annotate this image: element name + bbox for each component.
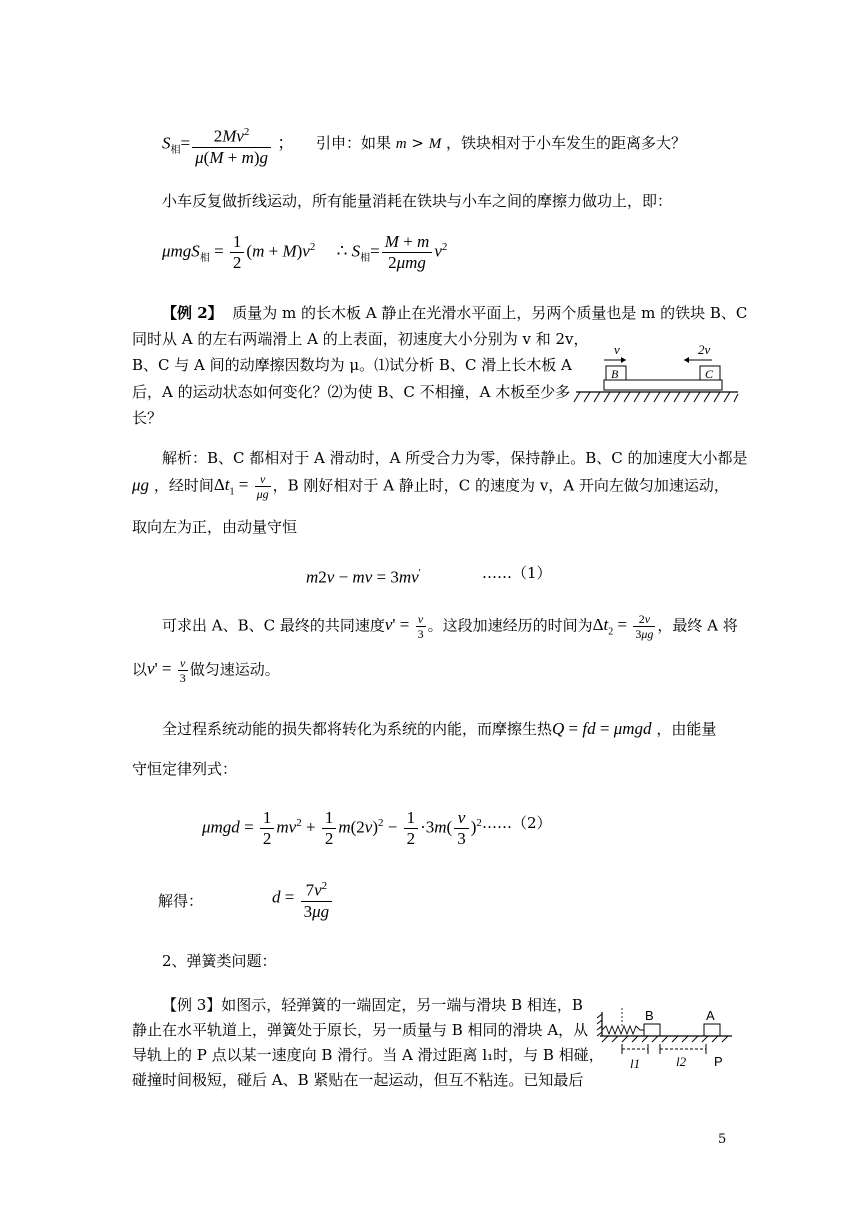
example2-line1: 【例 2】 质量为 m 的长木板 A 静止在光滑水平面上，另两个质量也是 m 的铁块 B、C <box>162 304 748 322</box>
block-a <box>704 1024 720 1036</box>
arrow-left-head <box>684 357 689 363</box>
example3-line4: 碰撞时间极短，碰后 A、B 紧贴在一起运动，但互不粘连。已知最后 <box>132 1071 584 1089</box>
example2-line2: 同时从 A 的左右两端滑上 A 的上表面，初速度大小分别为 v 和 2v， <box>132 330 589 348</box>
example2-line5: 长？ <box>132 409 163 427</box>
spring <box>602 1026 644 1034</box>
equation-energy-loss: μmgd = $\frac{1}{2}$ $mv^2$ + $\frac{1}{2}$ $m(2v)^2$ − $\frac{1}{2}$ ·3m( $\frac{v}{3}$ )$^2$ <box>202 808 482 848</box>
board-a <box>604 380 722 390</box>
fig-v-right: 2v <box>698 342 711 357</box>
spring-track-figure <box>596 1004 740 1076</box>
analysis-line6: 全过程系统动能的损失都将转化为系统的内能，而摩擦生热Q = fd = μmgd ，由能量 <box>162 719 717 738</box>
label-p: P <box>714 1054 723 1069</box>
fig-v-left: v <box>614 342 620 357</box>
block-b-label: B <box>645 1008 654 1023</box>
label-l2: l2 <box>676 1054 687 1069</box>
equation-result: d = $\frac{7v^2}{3\mu g}$ <box>272 876 334 922</box>
equation-tag-2: ……（2） <box>482 814 552 832</box>
block-c-label: C <box>705 367 714 381</box>
example3-line2: 静止在水平轨道上，弹簧处于原长，另一质量与 B 相同的滑块 A，从 <box>132 1021 589 1039</box>
ground-hatch <box>574 392 738 402</box>
analysis-line3: 取向左为正，由动量守恒 <box>132 518 298 536</box>
example2-line3: B、C 与 A 间的动摩擦因数均为 μ。⑴试分析 B、C 滑上长木板 A <box>132 356 572 374</box>
block-b-label: B <box>611 367 619 381</box>
analysis-line7: 守恒定律列式： <box>132 760 238 778</box>
arrow-right-head <box>621 357 626 363</box>
board-blocks-figure <box>572 340 742 406</box>
analysis-line2: μg ，经时间$\Delta t_1$ = $\frac{v}{\mu g}$ ，B 刚好相对于 A 静止时，C 的速度为 v，A 开向左做匀加速运动， <box>132 472 729 501</box>
wall-hatch <box>597 1014 602 1036</box>
equation-tag-1: ……（1） <box>482 564 552 582</box>
block-a-label: A <box>706 1008 715 1023</box>
extension-question: 引申：如果 m > M ，铁块相对于小车发生的距离多大？ <box>316 134 687 152</box>
example3-line3: 导轨上的 P 点以某一速度向 B 滑行。当 A 滑过距离 l₁时，与 B 相碰， <box>132 1046 604 1064</box>
example2-line4: 后，A 的运动状态如何变化？⑵为使 B、C 不相撞，A 木板至少多 <box>132 383 571 401</box>
analysis-line1: 解析：B、C 都相对于 A 滑动时，A 所受合力为零，保持静止。B、C 的加速度大小都是 <box>162 449 748 467</box>
equation-momentum: m2v − mv = 3mv' <box>306 567 421 587</box>
analysis-line4: 可求出 A、B、C 最终的共同速度v' = $\frac{v}{3}$ 。这段加速经历的时间为$\Delta t_2$ = $\frac{2v}{3\mu g}$ ，最终 A 将 <box>162 612 738 641</box>
block-b <box>644 1024 660 1036</box>
section-heading-spring: 2、弹簧类问题： <box>162 952 277 970</box>
analysis-line5: 以v' = $\frac{v}{3}$ 做匀速运动。 <box>132 656 280 685</box>
page-number: 5 <box>718 1132 727 1147</box>
track-hatch <box>602 1036 728 1042</box>
formula-s-rel: $S_相=$ $\frac{2Mv^2}{\mu(M + m)g}$ ； <box>162 122 294 168</box>
solve-label: 解得： <box>158 892 204 910</box>
example3-line1: 【例 3】如图示，轻弹簧的一端固定，另一端与滑块 B 相连，B <box>162 996 583 1014</box>
label-l1: l1 <box>630 1056 641 1071</box>
formula-energy: μmgS$_相$ = $\frac{1}{2}$ $(m + M)v^2$ ∴ $S_相=$ $\frac{M + m}{\text{2μmg}}$ $v^2$ <box>162 232 448 272</box>
paragraph-energy: 小车反复做折线运动，所有能量消耗在铁块与小车之间的摩擦力做功上，即： <box>162 192 673 210</box>
